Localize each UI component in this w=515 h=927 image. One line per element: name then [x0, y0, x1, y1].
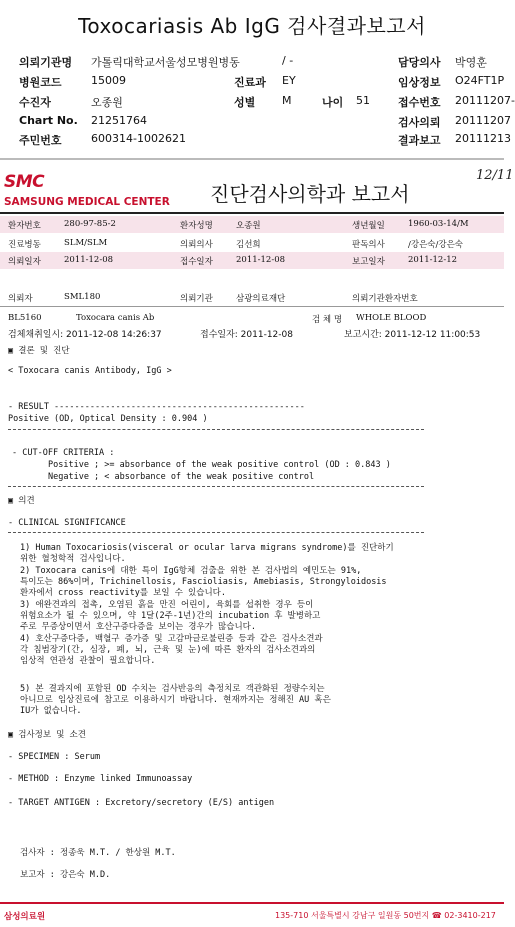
header-value: 박영훈	[455, 56, 487, 69]
specimen-line: - SPECIMEN : Serum	[8, 752, 101, 762]
info-label: 보고일자	[352, 257, 385, 267]
header-value: 20111207-	[455, 94, 515, 107]
header-label: 성별	[234, 96, 256, 109]
list-item-line: 위험요소가 될 수 있으며, 약 1달(2주-1년)간의 incubation 후 발병하고	[20, 611, 321, 621]
section-divider	[0, 158, 504, 160]
header-label: 검사의뢰	[398, 116, 441, 129]
clinical-heading: - CLINICAL SIGNIFICANCE	[8, 518, 126, 528]
header-value: 20111207	[455, 114, 511, 127]
header-value: 21251764	[91, 114, 147, 127]
receive-date: 접수일자: 2011-12-08	[200, 330, 293, 340]
info-label: 판독의사	[352, 240, 385, 250]
report-time: 보고시간: 2011-12-12 11:00:53	[344, 330, 481, 340]
info-value: 오종원	[236, 221, 261, 231]
samsung-logo-text: SAMSUNG MEDICAL CENTER	[4, 196, 170, 208]
header-label: 임상정보	[398, 76, 441, 89]
cutoff-positive: Positive ; >= absorbance of the weak positive control (OD : 0.843 )	[48, 460, 391, 470]
list-item-line: 1) Human Toxocariosis(visceral or ocular larva migrans syndrome)를 진단하기	[20, 543, 394, 553]
dashed-rule	[8, 486, 424, 487]
result-label: - RESULT -------------------------------------------------	[8, 402, 305, 412]
header-label: 주민번호	[19, 134, 62, 147]
header-value: 600314-1002621	[91, 132, 186, 145]
antigen-line: - TARGET ANTIGEN : Excretory/secretory (E/S) antigen	[8, 798, 275, 808]
header-label: 의뢰기관명	[19, 56, 73, 69]
info-value: 280-97-85-2	[64, 219, 116, 229]
list-item-line: 4) 호산구증다증, 백혈구 증가증 및 고감마글로불린증 등과 같은 검사소견과	[20, 634, 323, 644]
list-item-line: 환자에서 cross reactivity를 보일 수 있습니다.	[20, 588, 226, 598]
header-value: 가톨릭대학교서울성모병원병동	[91, 56, 240, 69]
cutoff-negative: Negative ; < absorbance of the weak positive control	[48, 472, 315, 482]
title-rule	[0, 212, 504, 214]
opinion-heading: ▣ 의견	[8, 496, 35, 506]
reporter-line: 보고자 : 강은숙 M.D.	[20, 870, 111, 880]
list-item-line: 특이도는 86%이며, Trichinellosis, Fascioliasis, Amebiasis, Strongyloidosis	[20, 577, 387, 587]
divider	[0, 306, 504, 307]
list-item-line: 2) Toxocara canis에 대한 특이 IgG항체 검출을 위한 본 검사법의 예민도는 91%,	[20, 566, 362, 576]
collect-time: 검체채취일시: 2011-12-08 14:26:37	[8, 330, 162, 340]
requester-value: SML180	[64, 292, 101, 302]
header-label: 진료과	[234, 76, 266, 89]
header-value: EY	[282, 74, 296, 87]
handwritten-note: 12/11	[476, 168, 514, 183]
list-item-line: 위한 혈청학적 검사입니다.	[20, 554, 126, 564]
list-item-line: 임상적 연관성 관찰이 필요합니다.	[20, 656, 156, 666]
info-label: 의뢰의사	[180, 240, 213, 250]
method-heading: ▣ 검사정보 및 소견	[8, 730, 86, 740]
header-value: 오종원	[91, 96, 123, 109]
tester-line: 검사자 : 정종욱 M.T. / 한상원 M.T.	[20, 848, 176, 858]
list-item-line: 주로 무증상이면서 호산구증다증을 보이는 경우가 많습니다.	[20, 622, 256, 632]
specimen-label: 검 체 명	[312, 315, 343, 325]
info-label: 생년월일	[352, 221, 385, 231]
requester-label: 의뢰기관환자번호	[352, 294, 418, 304]
requester-value: 삼광의료재단	[236, 294, 286, 304]
header-value: 20111213	[455, 132, 511, 145]
method-line: - METHOD : Enzyme linked Immunoassay	[8, 774, 193, 784]
antibody-title: < Toxocara canis Antibody, IgG >	[8, 366, 172, 376]
list-item-line: IU가 없습니다.	[20, 706, 82, 716]
header-value: / -	[282, 54, 294, 67]
header-label: 접수번호	[398, 96, 441, 109]
smc-logo: SMC	[4, 172, 45, 192]
dashed-rule	[8, 429, 424, 430]
test-name: Toxocara canis Ab	[76, 313, 155, 323]
document-title: Toxocariasis Ab IgG 검사결과보고서	[78, 14, 426, 38]
dashed-rule	[8, 532, 424, 533]
requester-label: 의뢰기관	[180, 294, 213, 304]
age-value: 51	[356, 94, 370, 107]
info-value: /강은숙/강은숙	[408, 240, 463, 250]
header-label: 결과보고	[398, 134, 441, 147]
header-label: 병원코드	[19, 76, 62, 89]
info-label: 진료병동	[8, 240, 41, 250]
header-label: 담당의사	[398, 56, 441, 69]
info-value: 2011-12-08	[236, 255, 286, 265]
footer-rule	[0, 902, 504, 904]
footer-address: 135-710 서울특별시 강남구 일원동 50번지 ☎ 02-3410-217	[275, 911, 496, 920]
header-value: 15009	[91, 74, 126, 87]
header-label: Chart No.	[19, 114, 78, 127]
info-label: 접수일자	[180, 257, 213, 267]
list-item-line: 5) 본 결과지에 포함된 OD 수치는 검사반응의 측정치로 객관화된 정량수치는	[20, 684, 325, 694]
specimen-value: WHOLE BLOOD	[356, 313, 427, 323]
result-value: Positive (OD, Optical Density : 0.904 )	[8, 414, 208, 424]
test-code: BL5160	[8, 313, 42, 323]
info-label: 의뢰일자	[8, 257, 41, 267]
info-value: 김선희	[236, 240, 261, 250]
info-label: 환자성명	[180, 221, 213, 231]
list-item-line: 각 침범장기(간, 심장, 폐, 뇌, 근육 및 눈)에 따른 환자의 검사소견과의	[20, 645, 316, 655]
footer-logo: 삼성의료원	[4, 912, 46, 922]
info-label: 환자번호	[8, 221, 41, 231]
header-value: M	[282, 94, 292, 107]
header-label: 수진자	[19, 96, 51, 109]
report-title: 진단검사의학과 보고서	[210, 182, 410, 206]
header-value: O24FT1P	[455, 74, 505, 87]
result-heading: ▣ 결론 및 진단	[8, 346, 70, 356]
info-value: 2011-12-08	[64, 255, 114, 265]
list-item-line: 3) 애완견과의 접촉, 오염된 흙을 만진 어린이, 육회를 섭취한 경우 등이	[20, 600, 314, 610]
age-label: 나이	[322, 96, 344, 109]
info-value: SLM/SLM	[64, 238, 108, 248]
cutoff-label: - CUT-OFF CRITERIA :	[12, 448, 115, 458]
info-value: 2011-12-12	[408, 255, 458, 265]
requester-label: 의뢰자	[8, 294, 33, 304]
info-value: 1960-03-14/M	[408, 219, 469, 229]
list-item-line: 아니므로 임상진료에 참고로 이용하시기 바랍니다. 현재까지는 정해진 AU 혹은	[20, 695, 331, 705]
